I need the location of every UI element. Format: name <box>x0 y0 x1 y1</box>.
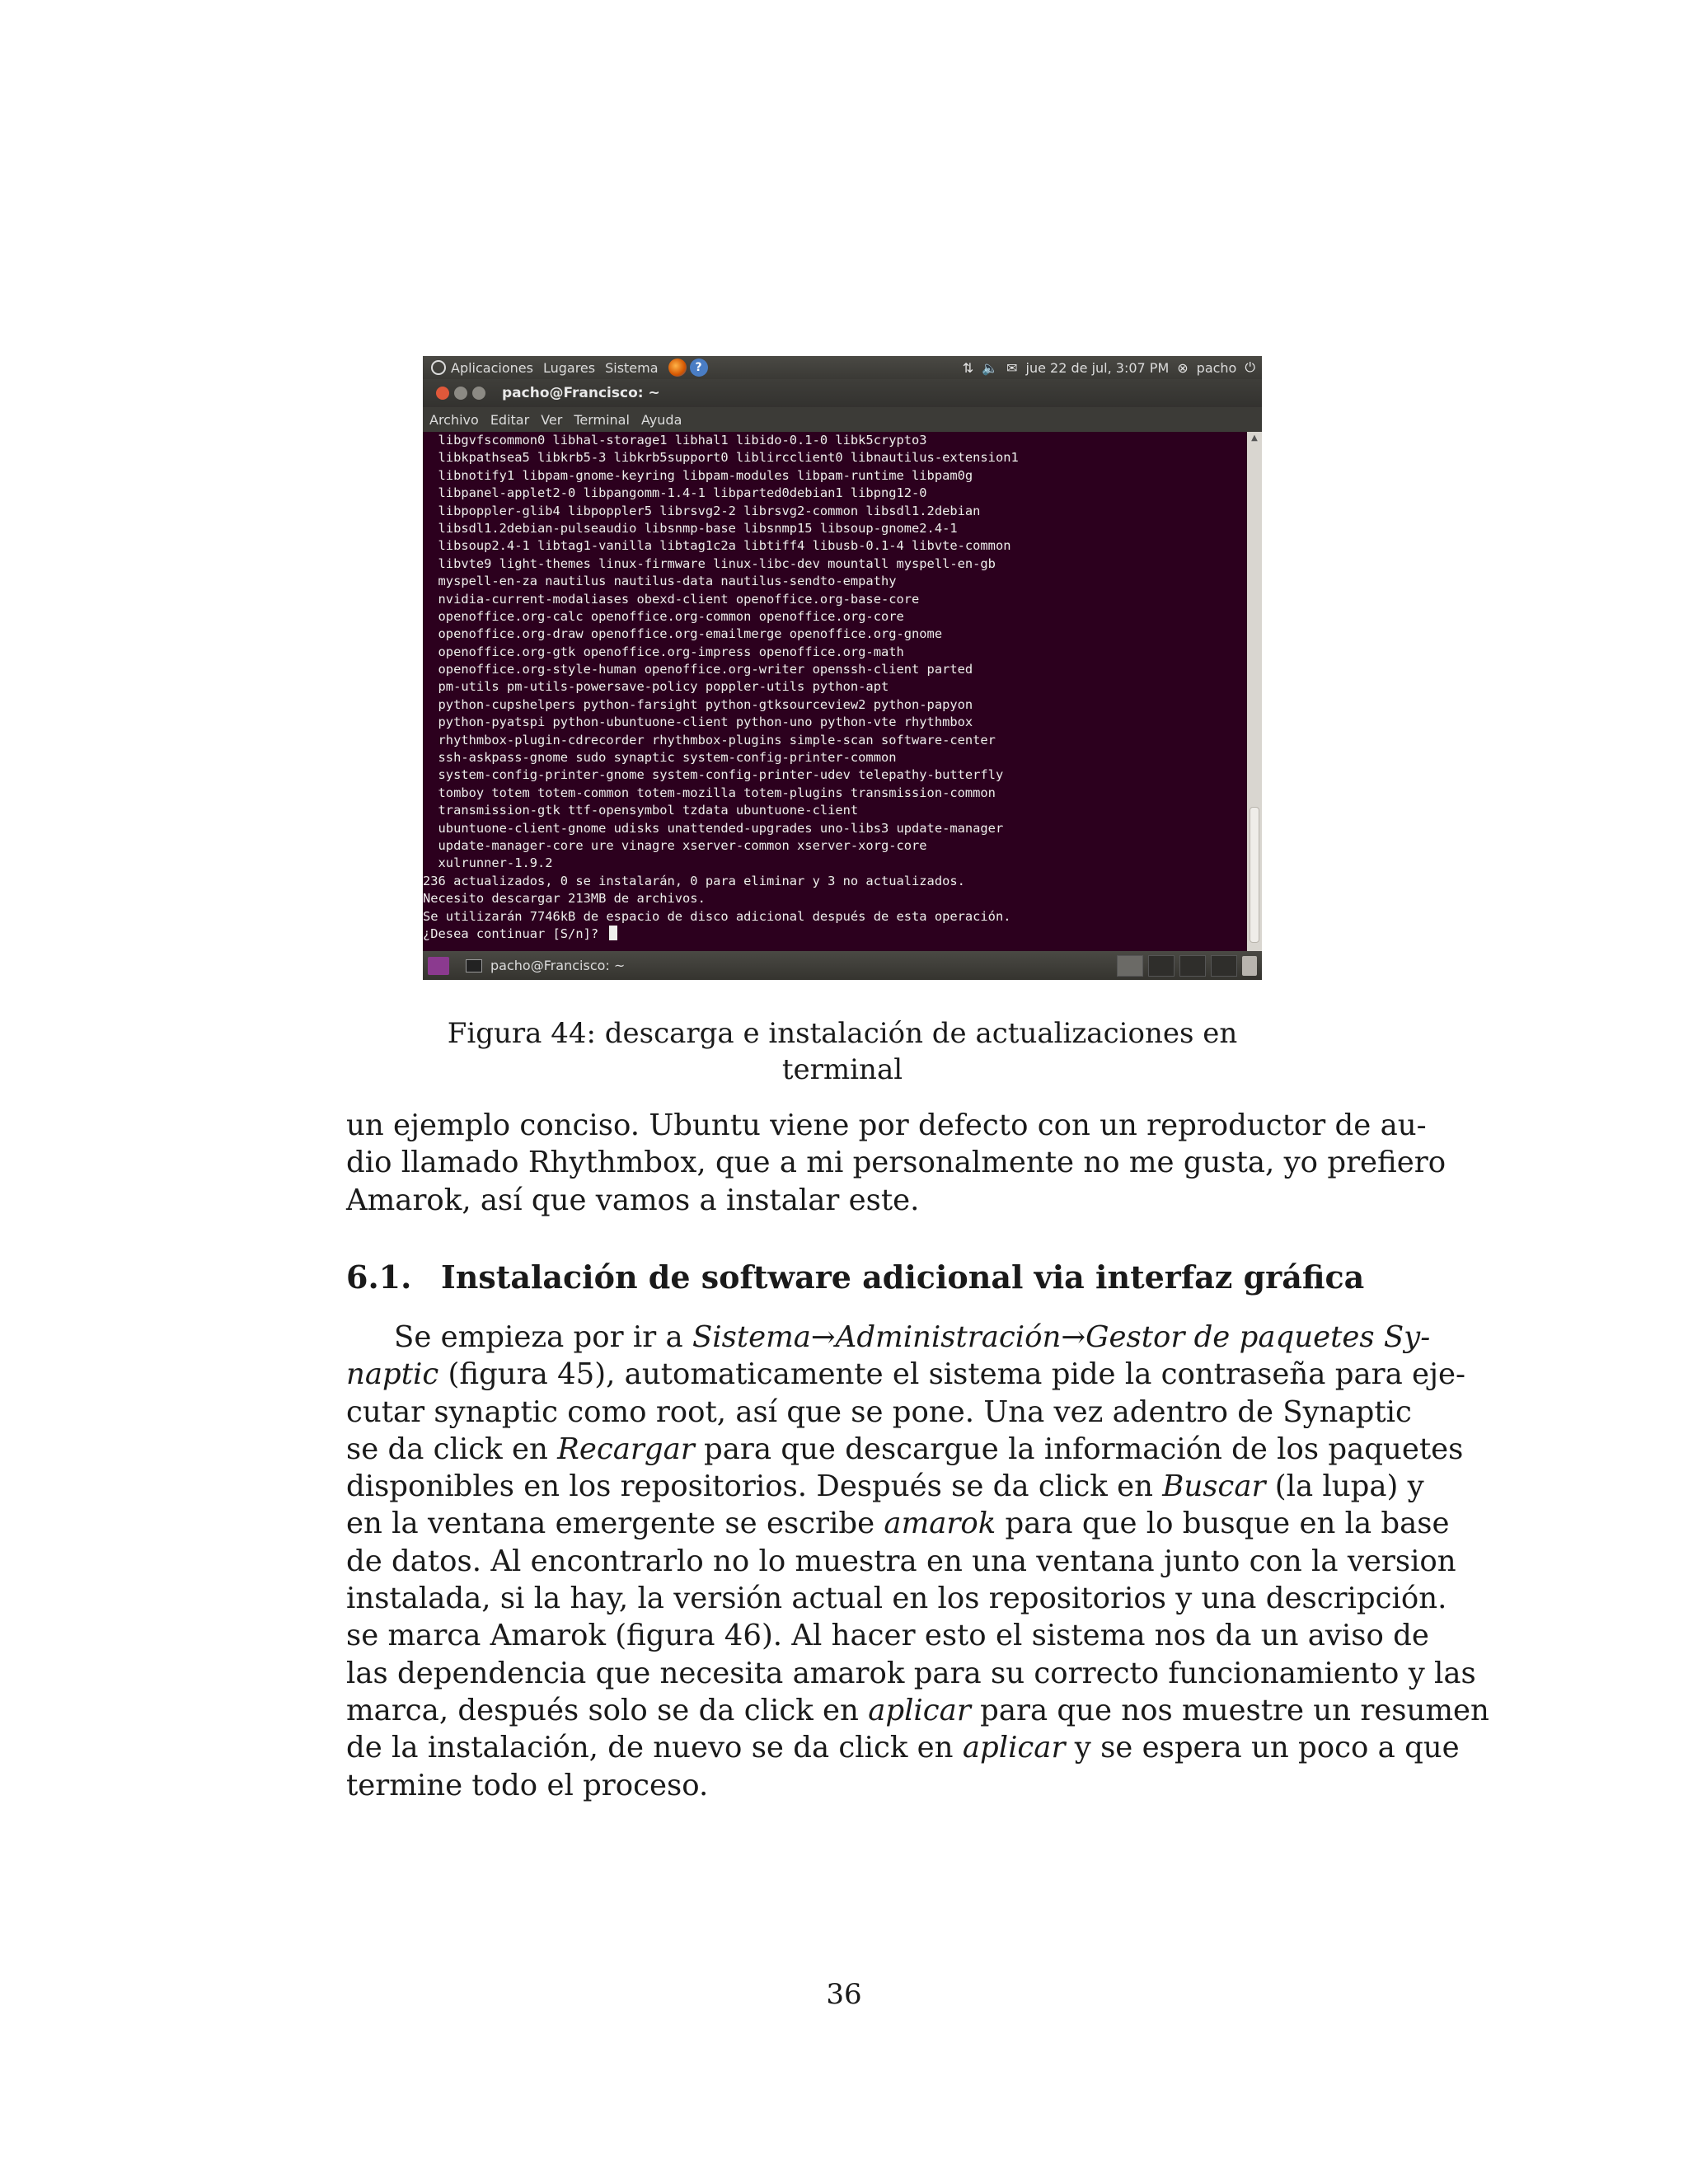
text-run-italic: aplicar <box>962 1731 1066 1765</box>
text-line: un ejemplo conciso. Ubuntu viene por defecto con un reproductor de au- <box>346 1108 1427 1142</box>
terminal-line: ssh-askpass-gnome sudo synaptic system-config-printer-common <box>423 750 897 766</box>
menu-ver: Ver <box>541 411 563 428</box>
window-titlebar <box>423 379 1262 407</box>
terminal-line: python-cupshelpers python-farsight python-gtksourceview2 python-papyon <box>423 696 973 712</box>
terminal-line: 236 actualizados, 0 se instalarán, 0 para eliminar y 3 no actualizados. <box>423 873 965 888</box>
section-title: Instalación de software adicional via interfaz gráfica <box>441 1258 1365 1296</box>
terminal-line: libsdl1.2debian-pulseaudio libsnmp-base libsnmp15 libsoup-gnome2.4-1 <box>423 520 958 536</box>
text-run: Se empieza por ir a <box>394 1320 692 1354</box>
help-icon: ? <box>690 359 708 377</box>
terminal-line: libgvfscommon0 libhal-storage1 libhal1 libido-0.1-0 libk5crypto3 <box>423 433 927 448</box>
text-run: para que lo busque en la base <box>996 1507 1450 1541</box>
ubuntu-logo-icon <box>431 360 446 375</box>
mail-icon: ✉ <box>1006 359 1018 376</box>
menu-ayuda: Ayuda <box>640 411 682 428</box>
terminal-scrollbar <box>1247 432 1262 951</box>
text-line: las dependencia que necesita amarok para su correcto funcionamiento y las <box>346 1656 1476 1690</box>
terminal-line: rhythmbox-plugin-cdrecorder rhythmbox-plugins simple-scan software-center <box>423 732 996 748</box>
text-run: para que nos muestre un resumen <box>970 1693 1489 1727</box>
terminal-line: python-pyatspi python-ubuntuone-client python-uno python-vte rhythmbox <box>423 715 973 730</box>
section-number: 6.1. <box>346 1258 412 1296</box>
figure-caption: Figura 44: descarga e instalación de actualizaciones en terminal <box>447 1017 1238 1086</box>
terminal-line: myspell-en-za nautilus nautilus-data nautilus-sendto-empathy <box>423 574 897 589</box>
show-desktop-icon <box>428 957 449 975</box>
text-line: cutar synaptic como root, así que se pone. Una vez adentro de Synaptic <box>346 1394 1412 1429</box>
terminal-line: openoffice.org-style-human openoffice.org-writer openssh-client parted <box>423 662 973 677</box>
text-run-italic: amarok <box>884 1507 996 1541</box>
text-line: instalada, si la hay, la versión actual en los repositorios y una descripción. <box>346 1582 1447 1616</box>
terminal-line: pm-utils pm-utils-powersave-policy poppler-utils python-apt <box>423 679 889 695</box>
text-run: (figura 45), automaticamente el sistema pide la contraseña para eje- <box>438 1357 1466 1392</box>
user-name: pacho <box>1196 359 1237 376</box>
gnome-top-panel <box>423 356 1262 379</box>
text-line: de datos. Al encontrarlo no lo muestra en una ventana junto con la version <box>346 1544 1456 1578</box>
menu-aplicaciones: Aplicaciones <box>451 359 533 376</box>
text-line: Amarok, así que vamos a instalar este. <box>346 1183 920 1217</box>
terminal-line: Se utilizarán 7746kB de espacio de disco adicional después de esta operación. <box>423 908 1011 924</box>
text-run: (la lupa) y <box>1265 1469 1424 1504</box>
network-icon: ⇅ <box>962 359 974 376</box>
text-run: y se espera un poco a que <box>1065 1731 1460 1765</box>
terminal-line: libkpathsea5 libkrb5-3 libkrb5support0 liblircclient0 libnautilus-extension1 <box>423 450 1019 466</box>
taskbar-item-label: pacho@Francisco: ~ <box>490 958 626 973</box>
close-icon <box>436 387 449 400</box>
terminal-icon <box>466 959 482 972</box>
window-title: pacho@Francisco: ~ <box>502 385 660 401</box>
terminal-line: xulrunner-1.9.2 <box>423 855 553 871</box>
scroll-up-arrow-icon: ▲ <box>1251 434 1258 443</box>
text-line: se marca Amarok (figura 46). Al hacer esto el sistema nos da un aviso de <box>346 1619 1429 1653</box>
workspace-switcher <box>1148 955 1175 977</box>
text-run: de la instalación, de nuevo se da click en <box>346 1731 963 1765</box>
workspace-switcher <box>1117 955 1143 977</box>
text-line: termine todo el proceso. <box>346 1768 709 1802</box>
trash-icon <box>1242 956 1257 976</box>
text-run-italic: naptic <box>346 1357 439 1392</box>
terminal-line: ubuntuone-client-gnome udisks unattended-upgrades uno-libs3 update-manager <box>423 820 1004 836</box>
text-line <box>346 1468 1424 1505</box>
terminal-line: openoffice.org-calc openoffice.org-common openoffice.org-core <box>423 608 904 624</box>
section-heading <box>346 1257 1364 1298</box>
terminal-line: tomboy totem totem-common totem-mozilla totem-plugins transmission-common <box>423 785 996 800</box>
terminal-line: openoffice.org-gtk openoffice.org-impress openoffice.org-math <box>423 644 904 659</box>
workspace-switcher <box>1211 955 1237 977</box>
terminal-screenshot <box>423 356 1262 980</box>
taskbar-item <box>466 958 625 973</box>
text-line <box>346 1505 1450 1542</box>
volume-icon: 🔈 <box>982 359 999 376</box>
clock: jue 22 de jul, 3:07 PM <box>1025 359 1170 376</box>
text-line: dio llamado Rhythmbox, que a mi personalmente no me gusta, yo prefiero <box>346 1146 1447 1180</box>
terminal-line: libnotify1 libpam-gnome-keyring libpam-modules libpam-runtime libpam0g <box>423 467 973 483</box>
terminal-line: libvte9 light-themes linux-firmware linux-libc-dev mountall myspell-en-gb <box>423 555 996 571</box>
text-run: en la ventana emergente se escribe <box>346 1507 884 1541</box>
menu-editar: Editar <box>490 411 530 428</box>
text-line <box>346 1431 1464 1468</box>
text-run-italic: aplicar <box>868 1693 971 1727</box>
paragraph <box>346 1319 1489 1804</box>
menu-terminal: Terminal <box>574 411 630 428</box>
terminal-prompt-line <box>423 926 1247 943</box>
minimize-icon <box>454 387 467 400</box>
terminal-line: system-config-printer-gnome system-config-printer-udev telepathy-butterfly <box>423 767 1004 783</box>
menu-sistema: Sistema <box>605 359 659 376</box>
gnome-bottom-panel <box>423 951 1262 980</box>
menu-lugares: Lugares <box>542 359 596 376</box>
terminal-line: openoffice.org-draw openoffice.org-emailmerge openoffice.org-gnome <box>423 626 943 642</box>
text-line <box>346 1356 1466 1393</box>
text-line <box>346 1729 1460 1766</box>
text-line <box>346 1692 1489 1729</box>
text-run-italic: Buscar <box>1162 1469 1266 1504</box>
terminal-line: libsoup2.4-1 libtag1-vanilla libtag1c2a libtiff4 libusb-0.1-4 libvte-common <box>423 538 1011 554</box>
terminal-line: Necesito descargar 213MB de archivos. <box>423 891 706 907</box>
terminal-line: update-manager-core ure vinagre xserver-common xserver-xorg-core <box>423 837 927 853</box>
text-run: para que descargue la información de los paquetes <box>694 1432 1464 1466</box>
text-run-italic: Sistema→Administración→Gestor de paquetes Sy- <box>692 1320 1431 1354</box>
terminal-cursor <box>609 926 617 940</box>
terminal-prompt: ¿Desea continuar [S/n]? <box>423 926 607 941</box>
menu-archivo: Archivo <box>429 411 479 428</box>
power-icon: ⏻ <box>1245 359 1255 375</box>
text-run: se da click en <box>346 1432 558 1466</box>
user-status-icon: ⊗ <box>1177 359 1189 376</box>
text-run: disponibles en los repositorios. Después se da click en <box>346 1469 1163 1504</box>
terminal-menubar <box>423 407 1262 432</box>
firefox-icon <box>668 359 687 377</box>
paragraph <box>346 1107 1447 1219</box>
text-line <box>346 1319 1431 1356</box>
page-number: 36 <box>826 1978 862 2011</box>
terminal-output <box>423 432 1247 951</box>
terminal-line: transmission-gtk ttf-opensymbol tzdata ubuntuone-client <box>423 803 859 818</box>
maximize-icon <box>472 387 485 400</box>
terminal-line: libpanel-applet2-0 libpangomm-1.4-1 libparted0debian1 libpng12-0 <box>423 485 927 501</box>
text-run-italic: Recargar <box>557 1432 695 1466</box>
terminal-line: nvidia-current-modaliases obexd-client openoffice.org-base-core <box>423 591 920 607</box>
terminal-line: libpoppler-glib4 libpoppler5 librsvg2-2 librsvg2-common libsdl1.2debian <box>423 503 981 518</box>
text-run: marca, después solo se da click en <box>346 1693 869 1727</box>
scrollbar-thumb <box>1250 807 1259 943</box>
workspace-switcher <box>1179 955 1206 977</box>
